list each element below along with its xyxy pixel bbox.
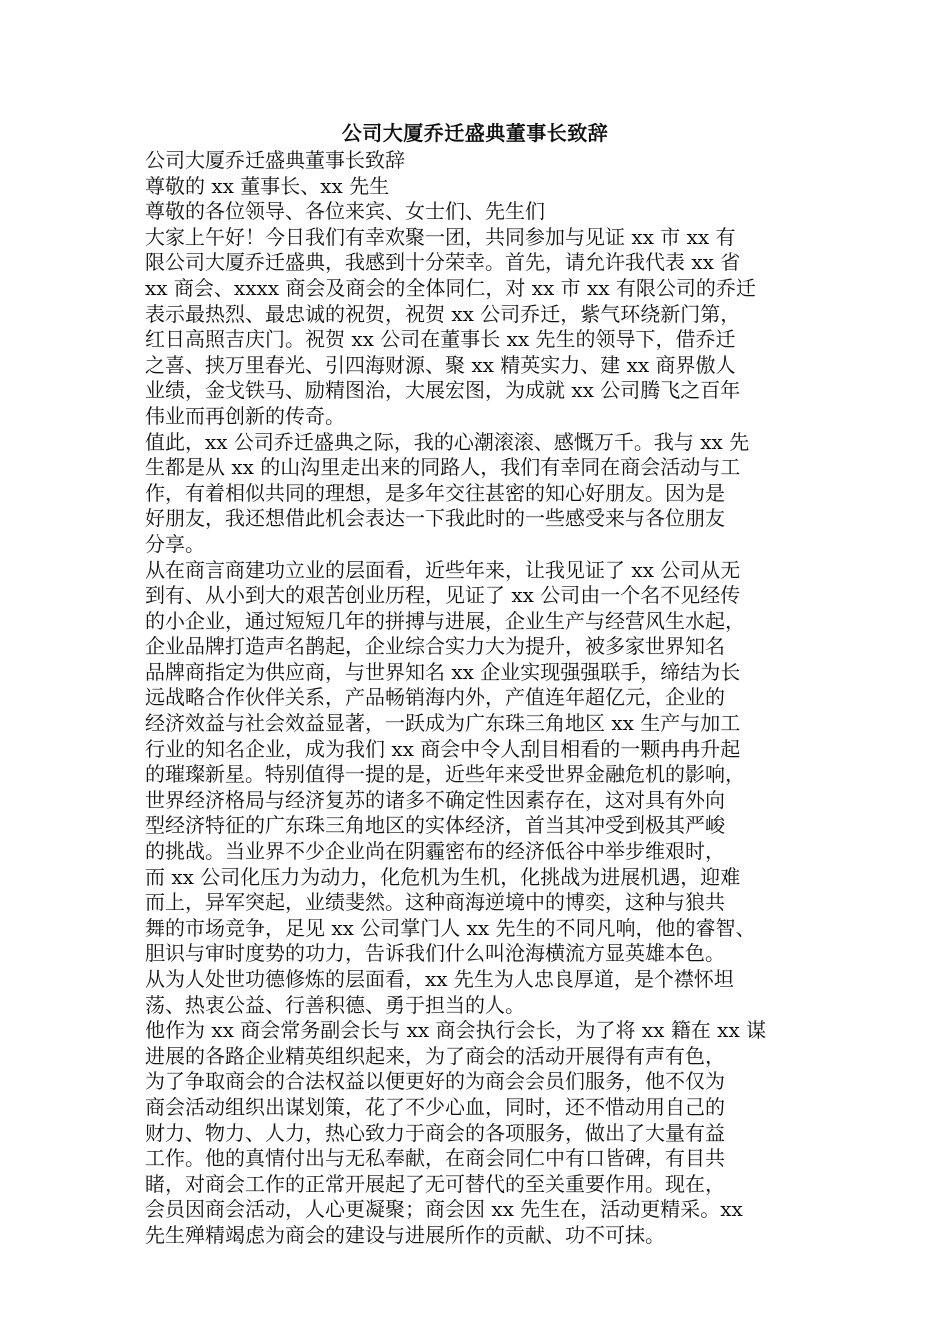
text-line: 从在商言商建功立业的层面看，近些年来，让我见证了 xx 公司从无 [145, 557, 741, 582]
text-line: 表示最热烈、最忠诚的祝贺，祝贺 xx 公司乔迁，紫气环绕新门第， [145, 301, 741, 326]
text-line: 远战略合作伙伴关系，产品畅销海内外，产值连年超亿元，企业的 [145, 685, 725, 710]
text-line: 尊敬的 xx 董事长、xx 先生 [145, 173, 390, 198]
text-line: 值此，xx 公司乔迁盛典之际，我的心潮滚滚、感慨万千。我与 xx 先 [145, 429, 750, 454]
text-line: 行业的知名企业，成为我们 xx 商会中令人刮目相看的一颗冉冉升起 [145, 736, 741, 761]
text-line: 业绩，金戈铁马、励精图治，大展宏图，为成就 xx 公司腾飞之百年 [145, 378, 741, 403]
text-line: 舞的市场竞争，足见 xx 公司掌门人 xx 先生的不同凡响，他的睿智、 [145, 915, 756, 940]
text-line: 之喜、挟万里春光、引四海财源、聚 xx 精英实力、建 xx 商界傲人 [145, 352, 736, 377]
text-line: 荡、热衷公益、行善积德、勇于担当的人。 [145, 992, 525, 1017]
text-line: 的小企业，通过短短几年的拼搏与进展，企业生产与经营风生水起， [145, 608, 745, 633]
text-line: 公司大厦乔迁盛典董事长致辞 [145, 148, 405, 172]
text-line: 的挑战。当业界不少企业尚在阴霾密布的经济低谷中举步维艰时， [145, 839, 725, 864]
text-line: 为了争取商会的合法权益以便更好的为商会会员们服务，他不仅为 [145, 1069, 725, 1094]
text-line: 商会活动组织出谋划策，花了不少心血，同时，还不惜动用自己的 [145, 1094, 725, 1119]
text-line: 限公司大厦乔迁盛典，我感到十分荣幸。首先，请允许我代表 xx 省 [145, 250, 741, 275]
text-line: 生都是从 xx 的山沟里走出来的同路人，我们有幸同在商会活动与工 [145, 455, 741, 480]
text-line: 胆识与审时度势的功力，告诉我们什么叫沧海横流方显英雄本色。 [145, 941, 725, 966]
text-line: 分享。 [145, 531, 205, 556]
text-line: 而 xx 公司化压力为动力，化危机为生机，化挑战为进展机遇，迎难 [145, 864, 741, 889]
text-line: 红日高照吉庆门。祝贺 xx 公司在董事长 xx 先生的领导下，借乔迁 [145, 327, 736, 352]
text-line: 财力、物力、人力，热心致力于商会的各项服务，做出了大量有益 [145, 1120, 725, 1145]
text-line: 会员因商会活动，人心更凝聚；商会因 xx 先生在，活动更精采。xx [145, 1197, 743, 1222]
text-line: 进展的各路企业精英组织起来，为了商会的活动开展得有声有色， [145, 1043, 725, 1068]
text-line: 世界经济格局与经济复苏的诸多不确定性因素存在，这对具有外向 [145, 787, 725, 812]
text-line: 企业品牌打造声名鹊起，企业综合实力大为提升，被多家世界知名 [145, 634, 725, 659]
text-line: 他作为 xx 商会常务副会长与 xx 商会执行会长，为了将 xx 籍在 xx 谋 [145, 1018, 767, 1043]
text-line: 伟业而再创新的传奇。 [145, 403, 345, 428]
text-line: 工作。他的真情付出与无私奉献，在商会同仁中有口皆碑，有目共 [145, 1146, 725, 1171]
text-line: 的璀璨新星。特别值得一提的是，近些年来受世界金融危机的影响， [145, 762, 745, 787]
text-line: 从为人处世功德修炼的层面看，xx 先生为人忠良厚道，是个襟怀坦 [145, 967, 734, 991]
text-line: 经济效益与社会效益显著，一跃成为广东珠三角地区 xx 生产与加工 [145, 711, 741, 736]
text-line: 品牌商指定为供应商，与世界知名 xx 企业实现强强联手，缔结为长 [145, 659, 741, 684]
document-body [145, 148, 807, 1249]
text-line: 好朋友，我还想借此机会表达一下我此时的一些感受来与各位朋友 [145, 506, 725, 531]
text-line: 尊敬的各位领导、各位来宾、女士们、先生们 [145, 199, 545, 224]
text-line: 型经济特征的广东珠三角地区的实体经济，首当其冲受到极其严峻 [145, 813, 725, 838]
text-line: 大家上午好！今日我们有幸欢聚一团，共同参加与见证 xx 市 xx 有 [145, 224, 736, 249]
text-line: 先生殚精竭虑为商会的建设与进展所作的贡献、功不可抹。 [145, 1222, 665, 1247]
text-line: 作，有着相似共同的理想，是多年交往甚密的知心好朋友。因为是 [145, 480, 725, 505]
text-line: 而上，异军突起，业绩斐然。这种商海逆境中的博奕，这种与狼共 [145, 890, 725, 915]
document-title: 公司大厦乔迁盛典董事长致辞 [341, 121, 609, 145]
text-line: 睹，对商会工作的正常开展起了无可替代的至关重要作用。现在， [145, 1171, 725, 1196]
text-line: xx 商会、xxxx 商会及商会的全体同仁，对 xx 市 xx 有限公司的乔迁 [145, 275, 756, 300]
text-line: 到有、从小到大的艰苦创业历程，见证了 xx 公司由一个名不见经传 [145, 583, 741, 608]
